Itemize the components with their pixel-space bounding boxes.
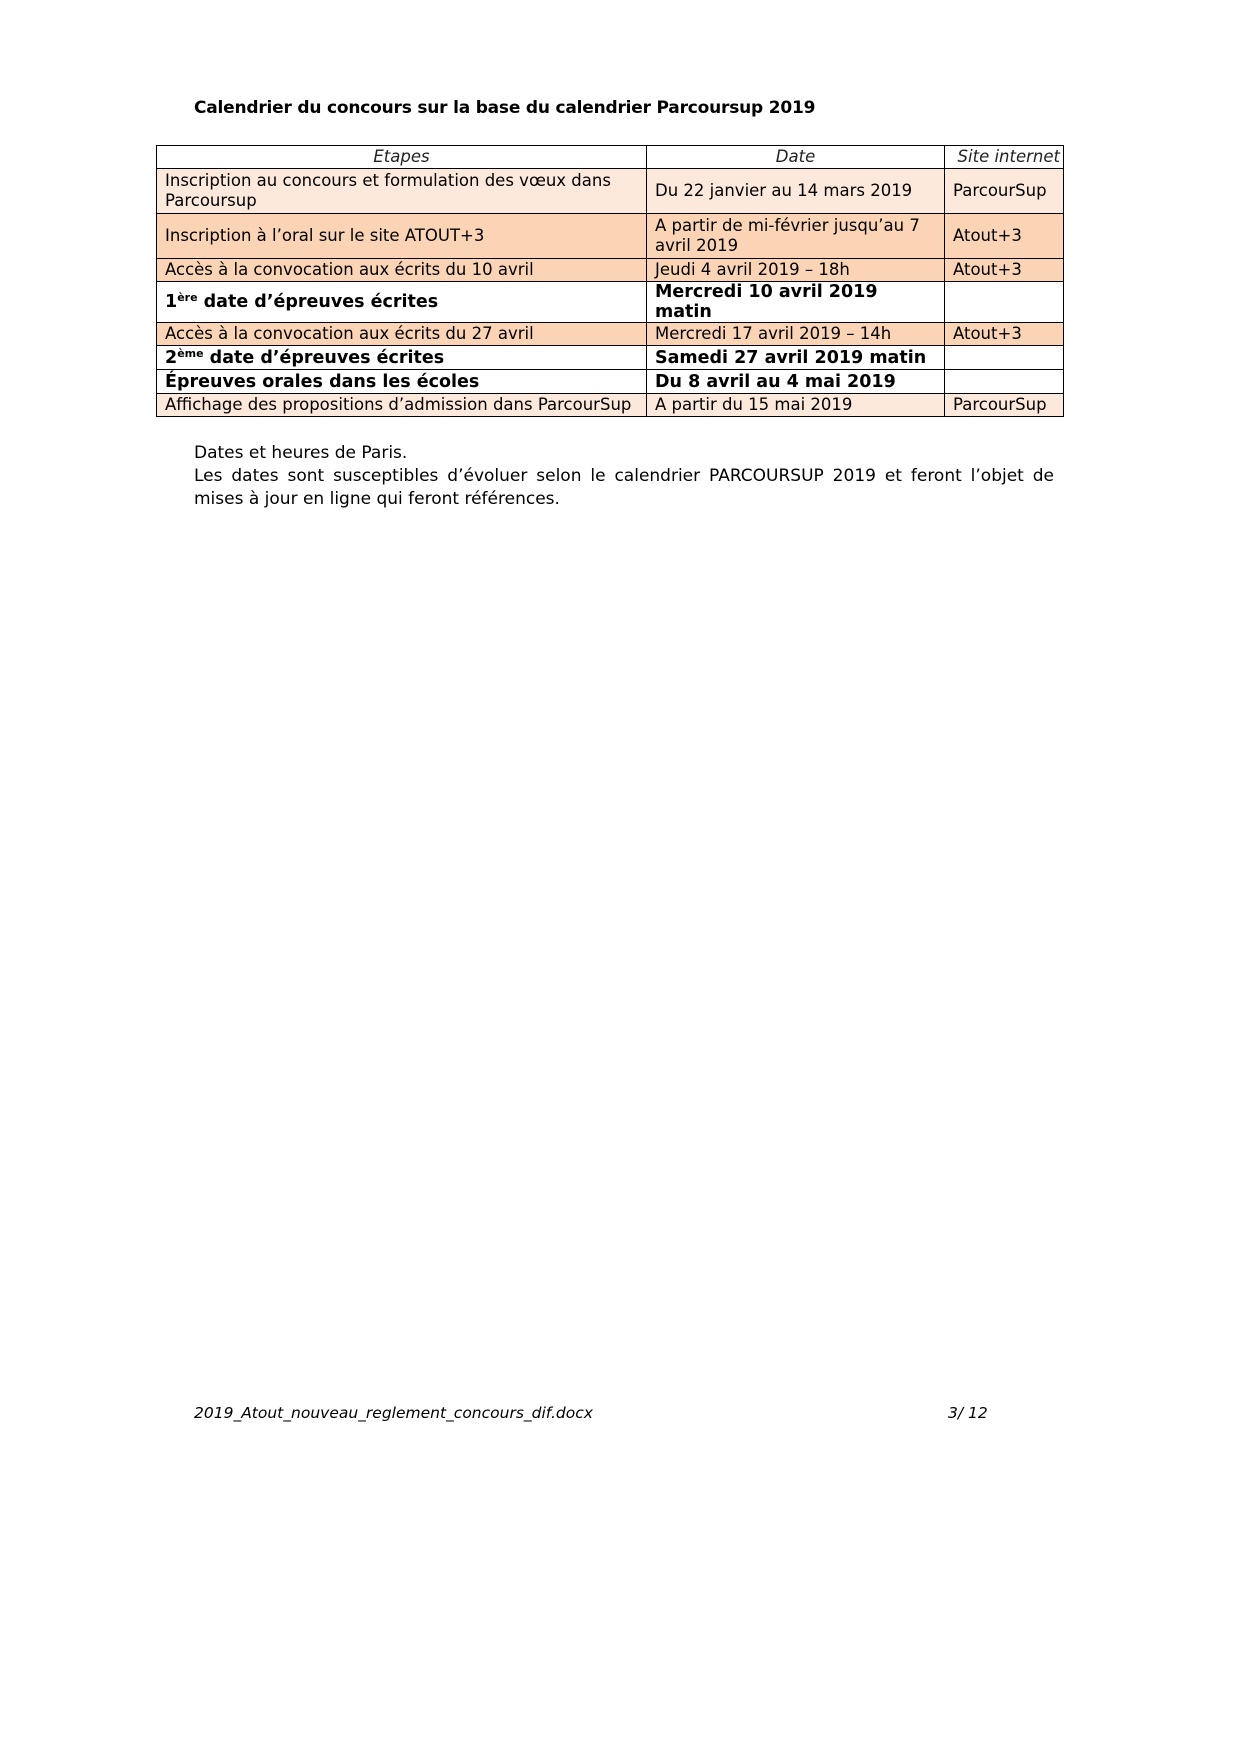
date-cell: Mercredi 10 avril 2019 matin [647, 282, 945, 323]
footer-page-number: 3/ 12 [948, 1404, 988, 1422]
date-cell: Mercredi 17 avril 2019 – 14h [647, 323, 945, 346]
site-cell: Atout+3 [945, 214, 1064, 259]
table-row [157, 323, 1064, 346]
date-cell: Samedi 27 avril 2019 matin [647, 346, 945, 370]
footer-filename: 2019_Atout_nouveau_reglement_concours_dif.docx [194, 1404, 593, 1422]
site-cell: ParcourSup [945, 394, 1064, 417]
calendar-table [156, 145, 1064, 417]
date-cell: A partir du 15 mai 2019 [647, 394, 945, 417]
date-cell: A partir de mi-février jusqu’au 7 avril 2019 [647, 214, 945, 259]
ordinal-suffix: ème [177, 346, 204, 360]
header-date: Date [647, 146, 945, 169]
site-cell [945, 346, 1064, 370]
step-cell: Inscription au concours et formulation des vœux dans Parcoursup [157, 169, 647, 214]
table-row [157, 169, 1064, 214]
date-cell: Du 22 janvier au 14 mars 2019 [647, 169, 945, 214]
table-header-row [157, 146, 1064, 169]
step-text: date d’épreuves écrites [203, 347, 445, 368]
date-cell: Du 8 avril au 4 mai 2019 [647, 370, 945, 394]
header-site-internet: Site internet [945, 146, 1064, 169]
step-cell: Affichage des propositions d’admission dans ParcourSup [157, 394, 647, 417]
site-cell: Atout+3 [945, 259, 1064, 282]
notes-line-timezone: Dates et heures de Paris. [194, 443, 408, 463]
step-cell: Accès à la convocation aux écrits du 10 avril [157, 259, 647, 282]
table-row [157, 394, 1064, 417]
step-cell: Accès à la convocation aux écrits du 27 avril [157, 323, 647, 346]
site-cell: ParcourSup [945, 169, 1064, 214]
step-text: date d’épreuves écrites [197, 292, 439, 312]
step-number: 2 [165, 347, 178, 368]
table-row [157, 282, 1064, 323]
step-cell [157, 282, 647, 323]
site-cell [945, 282, 1064, 323]
step-cell [157, 346, 647, 370]
date-cell: Jeudi 4 avril 2019 – 18h [647, 259, 945, 282]
step-number: 1 [165, 292, 178, 312]
step-cell: Épreuves orales dans les écoles [157, 370, 647, 394]
document-title: Calendrier du concours sur la base du calendrier Parcoursup 2019 [194, 98, 816, 118]
table-row [157, 259, 1064, 282]
table-row [157, 214, 1064, 259]
notes-block [194, 442, 1054, 511]
site-cell [945, 370, 1064, 394]
table-row [157, 346, 1064, 370]
site-cell: Atout+3 [945, 323, 1064, 346]
ordinal-suffix: ère [177, 291, 198, 304]
step-cell: Inscription à l’oral sur le site ATOUT+3 [157, 214, 647, 259]
notes-line-disclaimer: Les dates sont susceptibles d’évoluer selon le calendrier PARCOURSUP 2019 et feront l’objet de mises à jour en ligne qui feront références. [194, 466, 1054, 509]
table-row [157, 370, 1064, 394]
header-etapes: Etapes [157, 146, 647, 169]
